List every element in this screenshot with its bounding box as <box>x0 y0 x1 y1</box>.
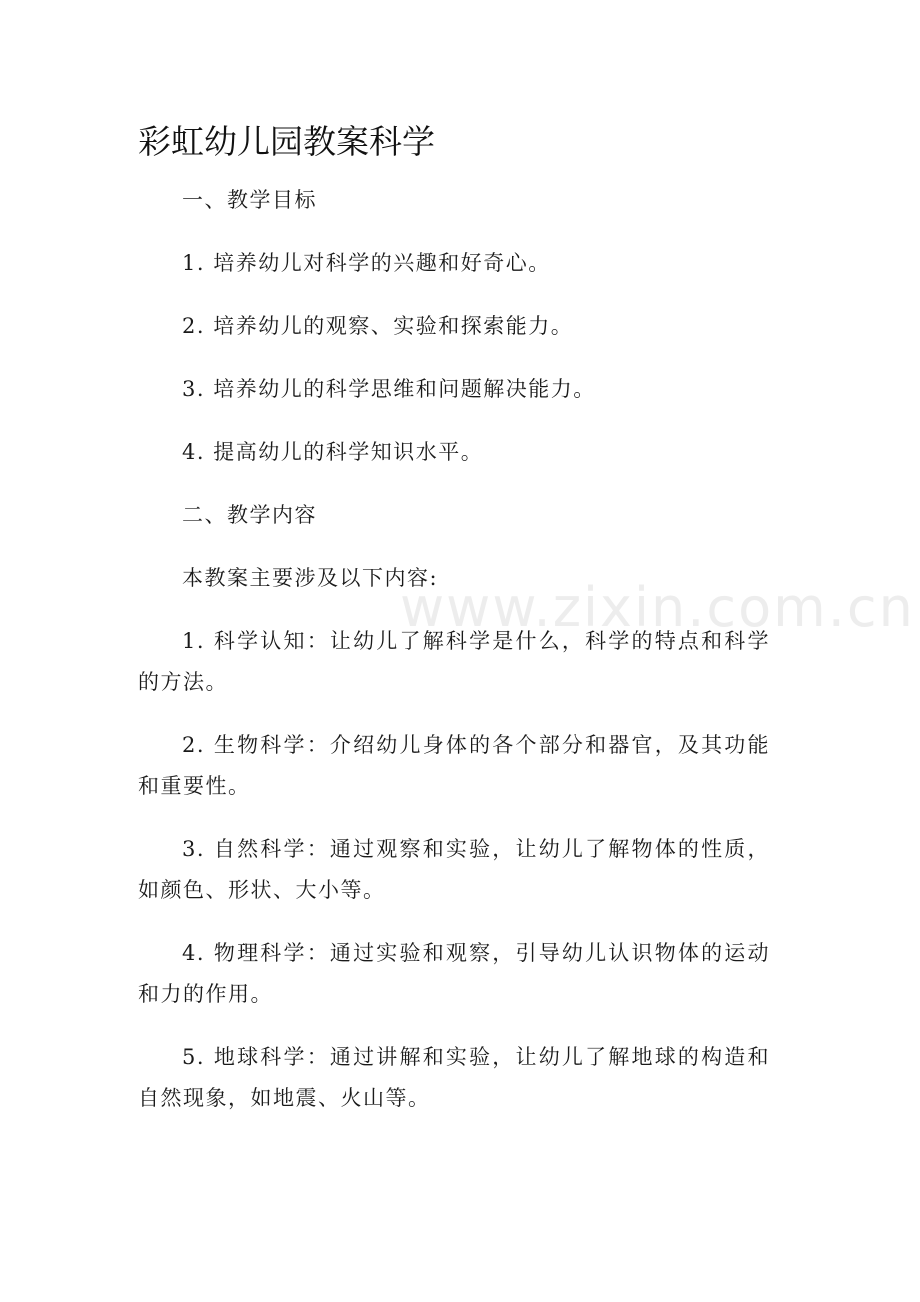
content-item: 4. 物理科学：通过实验和观察，引导幼儿认识物体的运动和力的作用。 <box>138 941 770 1006</box>
objective-item: 1. 培养幼儿对科学的兴趣和好奇心。 <box>182 251 551 275</box>
objective-item: 2. 培养幼儿的观察、实验和探索能力。 <box>182 314 574 338</box>
content-item: 1. 科学认知：让幼儿了解科学是什么，科学的特点和科学的方法。 <box>138 629 770 694</box>
document-title: 彩虹幼儿园教案科学 <box>138 122 435 161</box>
section-heading-objectives: 一、教学目标 <box>182 188 317 212</box>
document-body <box>138 180 770 1141</box>
content-intro: 本教案主要涉及以下内容: <box>182 566 439 590</box>
content-item: 3. 自然科学：通过观察和实验，让幼儿了解物体的性质，如颜色、形状、大小等。 <box>138 837 770 902</box>
content-item: 2. 生物科学：介绍幼儿身体的各个部分和器官，及其功能和重要性。 <box>138 733 770 798</box>
watermark: www.zixin.com.cn <box>400 576 915 639</box>
content-item: 5. 地球科学：通过讲解和实验，让幼儿了解地球的构造和自然现象，如地震、火山等。 <box>138 1045 770 1110</box>
objective-item: 4. 提高幼儿的科学知识水平。 <box>182 440 484 464</box>
objective-item: 3. 培养幼儿的科学思维和问题解决能力。 <box>182 377 596 401</box>
section-heading-content: 二、教学内容 <box>182 503 317 527</box>
